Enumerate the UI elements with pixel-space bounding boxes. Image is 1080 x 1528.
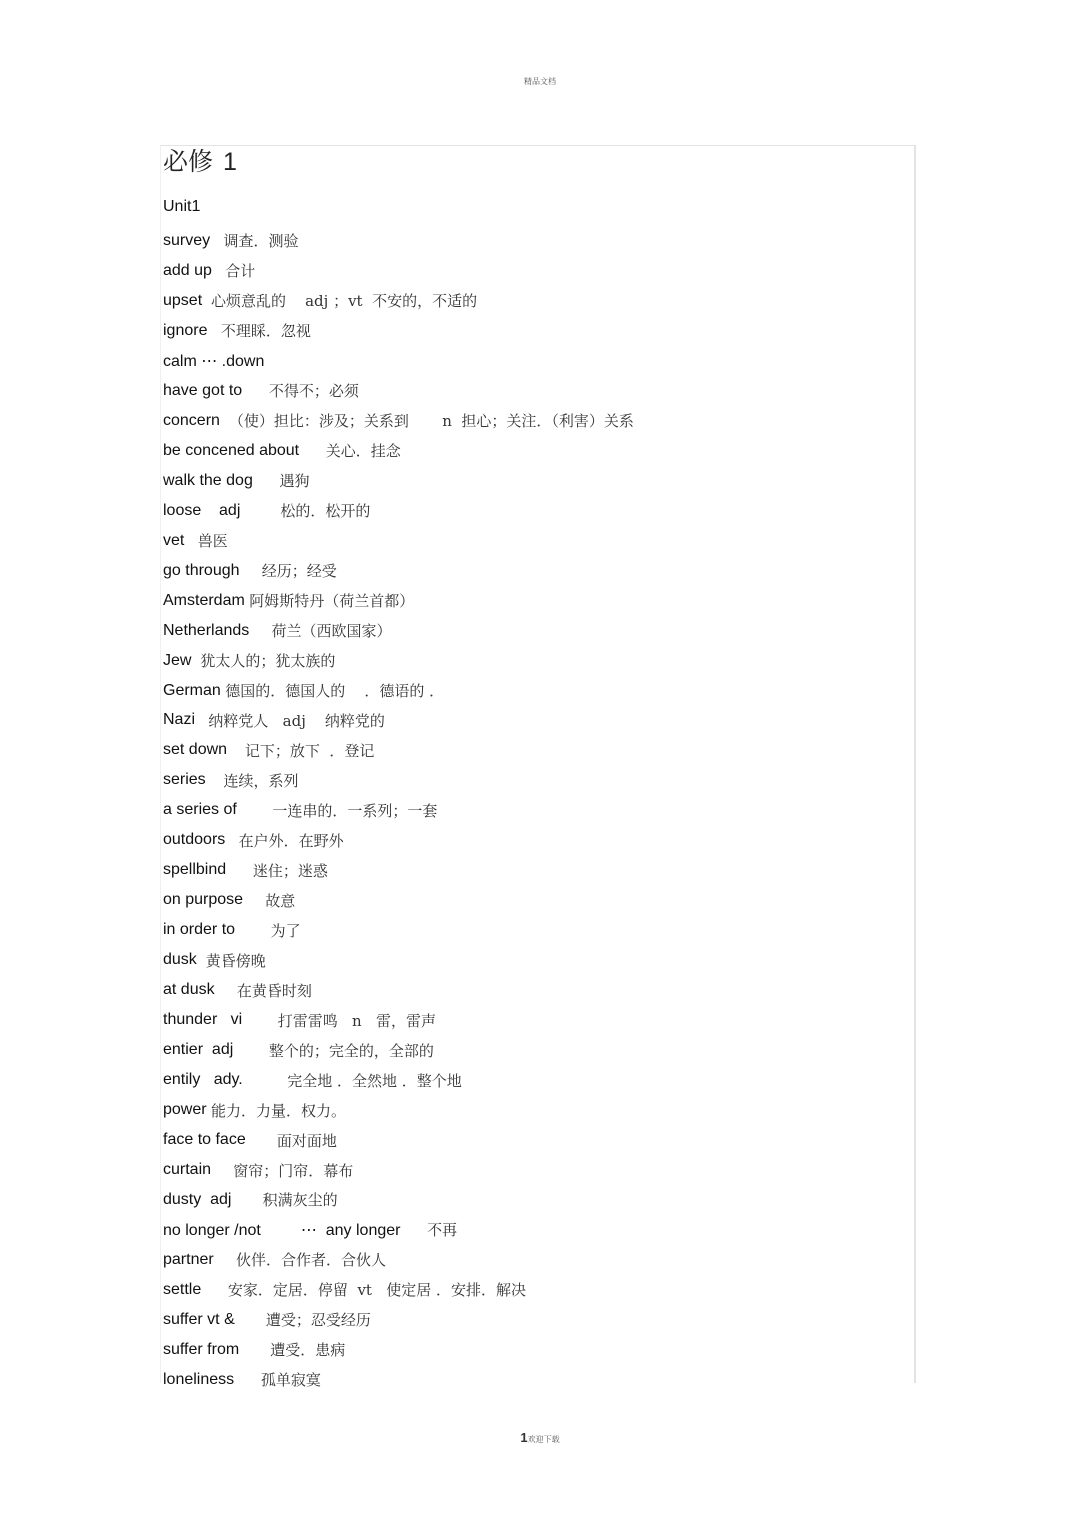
vocab-term: upset [163,291,203,309]
vocab-entry [163,735,903,765]
vocab-gap [231,1191,262,1209]
vocab-gap [299,442,326,460]
vocab-definition: 阿姆斯特丹（荷兰首都） [249,592,415,611]
vocab-definition: 关心．挂念 [325,442,401,461]
vocab-entry [163,1035,903,1065]
vocab-definition: 窗帘；门帘．幕布 [233,1161,354,1180]
vocab-gap [235,1311,266,1329]
vocab-definition: 遭受；忍受经历 [265,1311,371,1330]
vocab-term: partner [163,1250,214,1268]
vocab-definition: 故意 [265,891,296,910]
vocab-gap [234,1371,261,1389]
vocab-entry [163,316,903,346]
vocab-term: a series of [163,801,237,819]
vocab-entry [163,496,903,526]
vocab-definition: 迷住；迷惑 [252,861,328,880]
vocab-entry [163,526,903,556]
vocab-gap [211,1161,233,1179]
vocab-term: settle [163,1280,202,1298]
vocab-definition: 为了 [270,921,301,940]
vocab-term: dusty adj [163,1190,232,1208]
vocab-gap [243,891,265,909]
vocab-entry [163,1065,903,1095]
vocab-entry [163,226,903,256]
vocab-entry [163,286,903,316]
vocab-entry [163,676,903,706]
vocab-entry [163,706,903,736]
title-number: 1 [223,148,237,176]
vocab-gap [253,472,280,490]
vocab-term: suffer vt & [163,1310,235,1328]
vocab-gap [220,412,229,430]
vocab-gap [226,861,253,879]
vocabulary-list [163,226,903,1395]
vocab-entry [163,346,903,376]
vocab-term: outdoors [163,831,226,849]
vocab-entry [163,1275,903,1305]
vocab-entry [163,915,903,945]
vocab-definition: 兽医 [197,532,228,551]
vocab-gap [400,1221,427,1239]
vocab-definition: 打雷雷鸣 n 雷，雷声 [277,1011,436,1030]
vocab-term: survey [163,231,211,249]
vocab-entry [163,556,903,586]
vocab-term: concern [163,411,220,429]
vocab-term: ignore [163,321,208,339]
page-number: 1 [520,1430,528,1445]
vocab-entry [163,406,903,436]
vocab-term: calm ⋯ .down [163,352,265,370]
vocab-term: spellbind [163,861,227,879]
vocab-gap [202,292,211,310]
vocab-definition: 记下；放下 ．登记 [244,741,375,760]
vocab-definition: 在黄昏时刻 [236,981,312,1000]
vocab-definition: 黄昏傍晚 [205,951,266,970]
vocab-entry [163,1245,903,1275]
vocab-gap [214,1251,236,1269]
vocab-definition: 面对面地 [276,1131,337,1150]
vocab-entry [163,586,903,616]
vocab-gap [195,711,208,729]
vocab-definition: 荷兰（西欧国家） [271,622,392,641]
vocab-definition: 不得不；必须 [268,382,359,401]
vocab-definition: 德国的．德国人的 ．德语的 ． [225,682,445,701]
vocab-gap [242,1011,278,1029]
vocab-gap [225,831,238,849]
vocab-term: walk the dog [163,471,253,489]
vocab-entry [163,975,903,1005]
vocab-term: Nazi [163,711,196,729]
vocab-gap [207,322,220,340]
vocab-gap [215,981,237,999]
vocab-definition: 合计 [225,262,256,281]
vocab-definition: 能力．力量．权力。 [211,1101,347,1120]
vocab-term: on purpose [163,891,244,909]
vocab-gap [246,1131,277,1149]
vocab-entry [163,1365,903,1395]
vocab-term: German [163,681,221,699]
vocab-definition: （使）担比：涉及；关系到 n 担心；关注．（利害）关系 [228,412,634,431]
vocab-gap [201,1281,228,1299]
vocab-term: Netherlands [163,621,250,639]
vocab-entry [163,1305,903,1335]
unit-heading: Unit1 [163,198,201,215]
vocab-gap [240,502,280,520]
vocab-term: at dusk [163,981,215,999]
vocab-term: suffer from [163,1340,240,1358]
vocab-gap [242,382,269,400]
vocab-term: go through [163,561,240,579]
vocab-definition: 调查．测验 [223,232,299,251]
vocab-term: in order to [163,921,236,939]
vocab-term: thunder vi [163,1011,243,1029]
vocab-definition: 完全地 ．全然地 ．整个地 [287,1071,462,1090]
page-footer [0,1430,1080,1445]
vocab-term: loose adj [163,501,241,519]
vocab-entry [163,825,903,855]
vocab-definition: 心烦意乱的 adj ；vt 不安的，不适的 [211,292,478,311]
vocab-gap [212,262,225,280]
vocab-entry [163,945,903,975]
vocab-term: entily ady. [163,1071,243,1089]
vocab-definition: 安家．定居．停留 vt 使定居 ．安排．解决 [227,1281,527,1300]
vocab-definition: 经历；经受 [261,562,337,581]
footer-note: 欢迎下载 [527,1435,560,1444]
vocab-gap [210,232,223,250]
vocab-entry [163,855,903,885]
vocab-gap [197,951,206,969]
vocab-gap [184,532,197,550]
header-watermark: 精品文档 [524,77,556,86]
vocab-definition: 一连串的．一系列；一套 [272,801,438,820]
vocab-entry [163,616,903,646]
vocab-gap [240,562,262,580]
vocab-definition: 不理睬．忽视 [220,322,311,341]
vocab-entry [163,256,903,286]
vocab-term: set down [163,741,228,759]
vocab-gap [191,652,200,670]
vocab-gap [239,1341,270,1359]
vocab-definition: 纳粹党人 adj 纳粹党的 [208,711,385,730]
vocab-term: curtain [163,1161,212,1179]
vocab-term: vet [163,531,185,549]
vocab-term: loneliness [163,1370,235,1388]
vocab-gap [235,921,271,939]
vocab-gap [237,801,273,819]
vocab-entry [163,795,903,825]
vocab-gap [243,1071,287,1089]
vocab-term: series [163,771,206,789]
vocab-term: entier adj [163,1041,234,1059]
vocab-entry [163,1125,903,1155]
vocab-gap [227,741,245,759]
vocab-term: be concened about [163,441,300,459]
vocab-entry [163,1185,903,1215]
vocab-entry [163,436,903,466]
vocab-entry [163,1155,903,1185]
vocab-term: power [163,1101,207,1119]
vocab-definition: 不再 [427,1221,458,1240]
vocab-entry [163,1005,903,1035]
vocab-definition: 孤单寂寞 [260,1371,321,1390]
vocab-term: Amsterdam [163,591,245,609]
vocab-term: add up [163,261,212,279]
vocab-definition: 犹太人的；犹太族的 [200,652,336,671]
vocab-definition: 连续，系列 [223,771,299,790]
vocab-gap [233,1041,269,1059]
vocab-entry [163,1095,903,1125]
vocab-entry [163,885,903,915]
vocab-definition: 松的．松开的 [280,502,371,521]
vocab-definition: 伙伴．合作者．合伙人 [235,1251,386,1270]
vocab-term: have got to [163,381,243,399]
vocab-term: face to face [163,1131,246,1149]
vocab-definition: 遇狗 [279,472,310,491]
vocab-definition: 遭受．患病 [270,1341,346,1360]
title-text: 必修 [163,147,214,176]
vocab-entry [163,646,903,676]
vocab-entry [163,1335,903,1365]
vocab-definition: 在户外．在野外 [238,831,344,850]
vocab-gap [249,622,271,640]
document-title [163,146,237,178]
vocab-entry [163,1215,903,1245]
vocab-term: dusk [163,951,197,969]
vocab-entry [163,466,903,496]
vocab-definition: 积满灰尘的 [262,1191,338,1210]
vocab-entry [163,765,903,795]
vocab-definition: 整个的；完全的，全部的 [268,1041,434,1060]
vocab-entry [163,376,903,406]
vocab-term: Jew [163,651,192,669]
vocab-gap [206,771,224,789]
vocab-term: no longer /not ⋯ any longer [163,1221,401,1239]
